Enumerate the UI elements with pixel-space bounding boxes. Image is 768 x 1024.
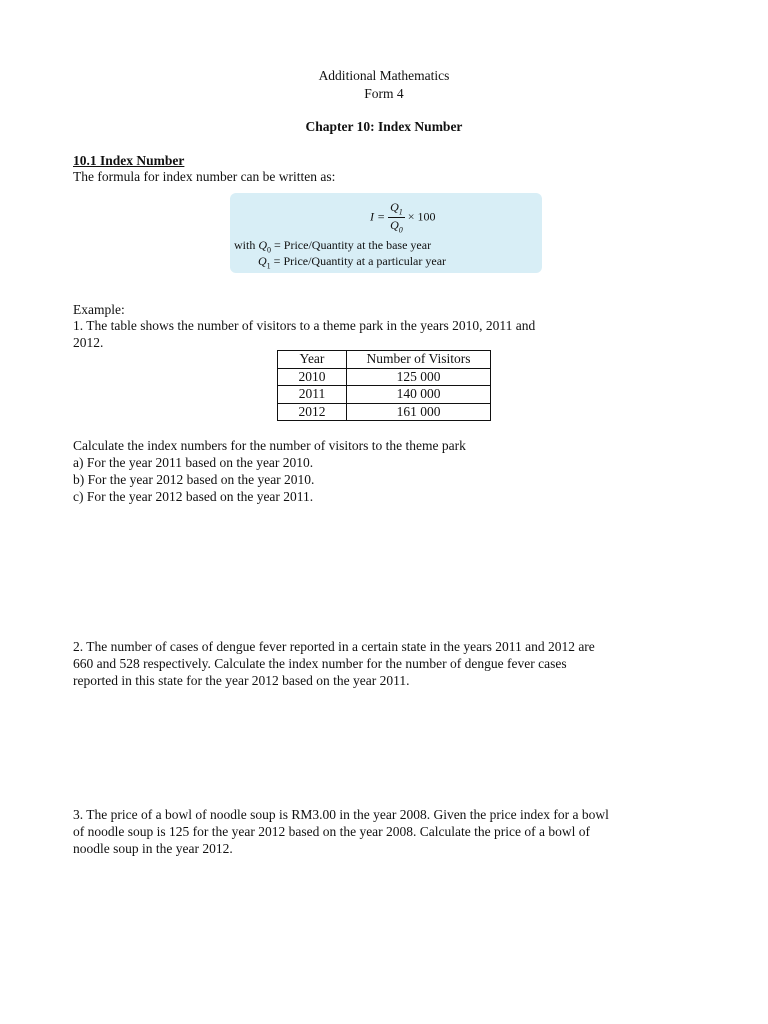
formula-lhs: I = (370, 209, 386, 224)
chapter-title: Chapter 10: Index Number (305, 119, 463, 134)
table-cell-visitors: 161 000 (347, 403, 491, 421)
formula-times: × 100 (407, 209, 436, 224)
formula-equation (370, 201, 436, 235)
formula-fraction: $\frac{Q_1}{Q_0}$ (390, 200, 403, 235)
question-3-line-2: of noodle soup is 125 for the year 2012 based on the year 2008. Calculate the price of a bowl of (73, 824, 590, 839)
form-title: Form 4 (364, 86, 404, 101)
question-3-line-1: 3. The price of a bowl of noodle soup is RM3.00 in the year 2008. Given the price index for a bowl (73, 807, 609, 822)
table-row (278, 386, 491, 404)
table-header-row (278, 351, 491, 369)
question-3-line-3: noodle soup in the year 2012. (73, 841, 233, 856)
table-cell-year: 2012 (278, 403, 347, 421)
section-intro: The formula for index number can be written as: (73, 169, 336, 184)
table-cell-visitors: 140 000 (347, 386, 491, 404)
question-1-line-1: 1. The table shows the number of visitors to a theme park in the years 2010, 2011 and (73, 318, 536, 333)
question-1-line-2: 2012. (73, 335, 104, 350)
table-cell-visitors: 125 000 (347, 368, 491, 386)
section-title: 10.1 Index Number (73, 153, 185, 168)
table-header-visitors: Number of Visitors (347, 351, 491, 369)
table-cell-year: 2011 (278, 386, 347, 404)
question-2-line-1: 2. The number of cases of dengue fever reported in a certain state in the years 2011 and 2012 are (73, 639, 595, 654)
question-2-line-3: reported in this state for the year 2012 based on the year 2011. (73, 673, 410, 688)
question-2-line-2: 660 and 528 respectively. Calculate the index number for the number of dengue fever cases (73, 656, 567, 671)
formula-q0-definition: with $Q_0$ = Price/Quantity at the base year (234, 238, 432, 255)
formula-q1-definition: $Q_1$ = Price/Quantity at a particular year (258, 254, 447, 271)
subject-title: Additional Mathematics (318, 68, 450, 83)
formula-box (230, 193, 542, 273)
table-header-year: Year (278, 351, 347, 369)
table-row (278, 403, 491, 421)
table-row (278, 368, 491, 386)
question-1-instruction: Calculate the index numbers for the number of visitors to the theme park (73, 438, 466, 453)
example-label: Example: (73, 302, 125, 317)
question-1-part-a: a) For the year 2011 based on the year 2010. (73, 455, 314, 470)
table-cell-year: 2010 (278, 368, 347, 386)
visitors-table (277, 350, 491, 421)
question-1-part-b: b) For the year 2012 based on the year 2010. (73, 472, 315, 487)
question-1-part-c: c) For the year 2012 based on the year 2011. (73, 489, 314, 504)
